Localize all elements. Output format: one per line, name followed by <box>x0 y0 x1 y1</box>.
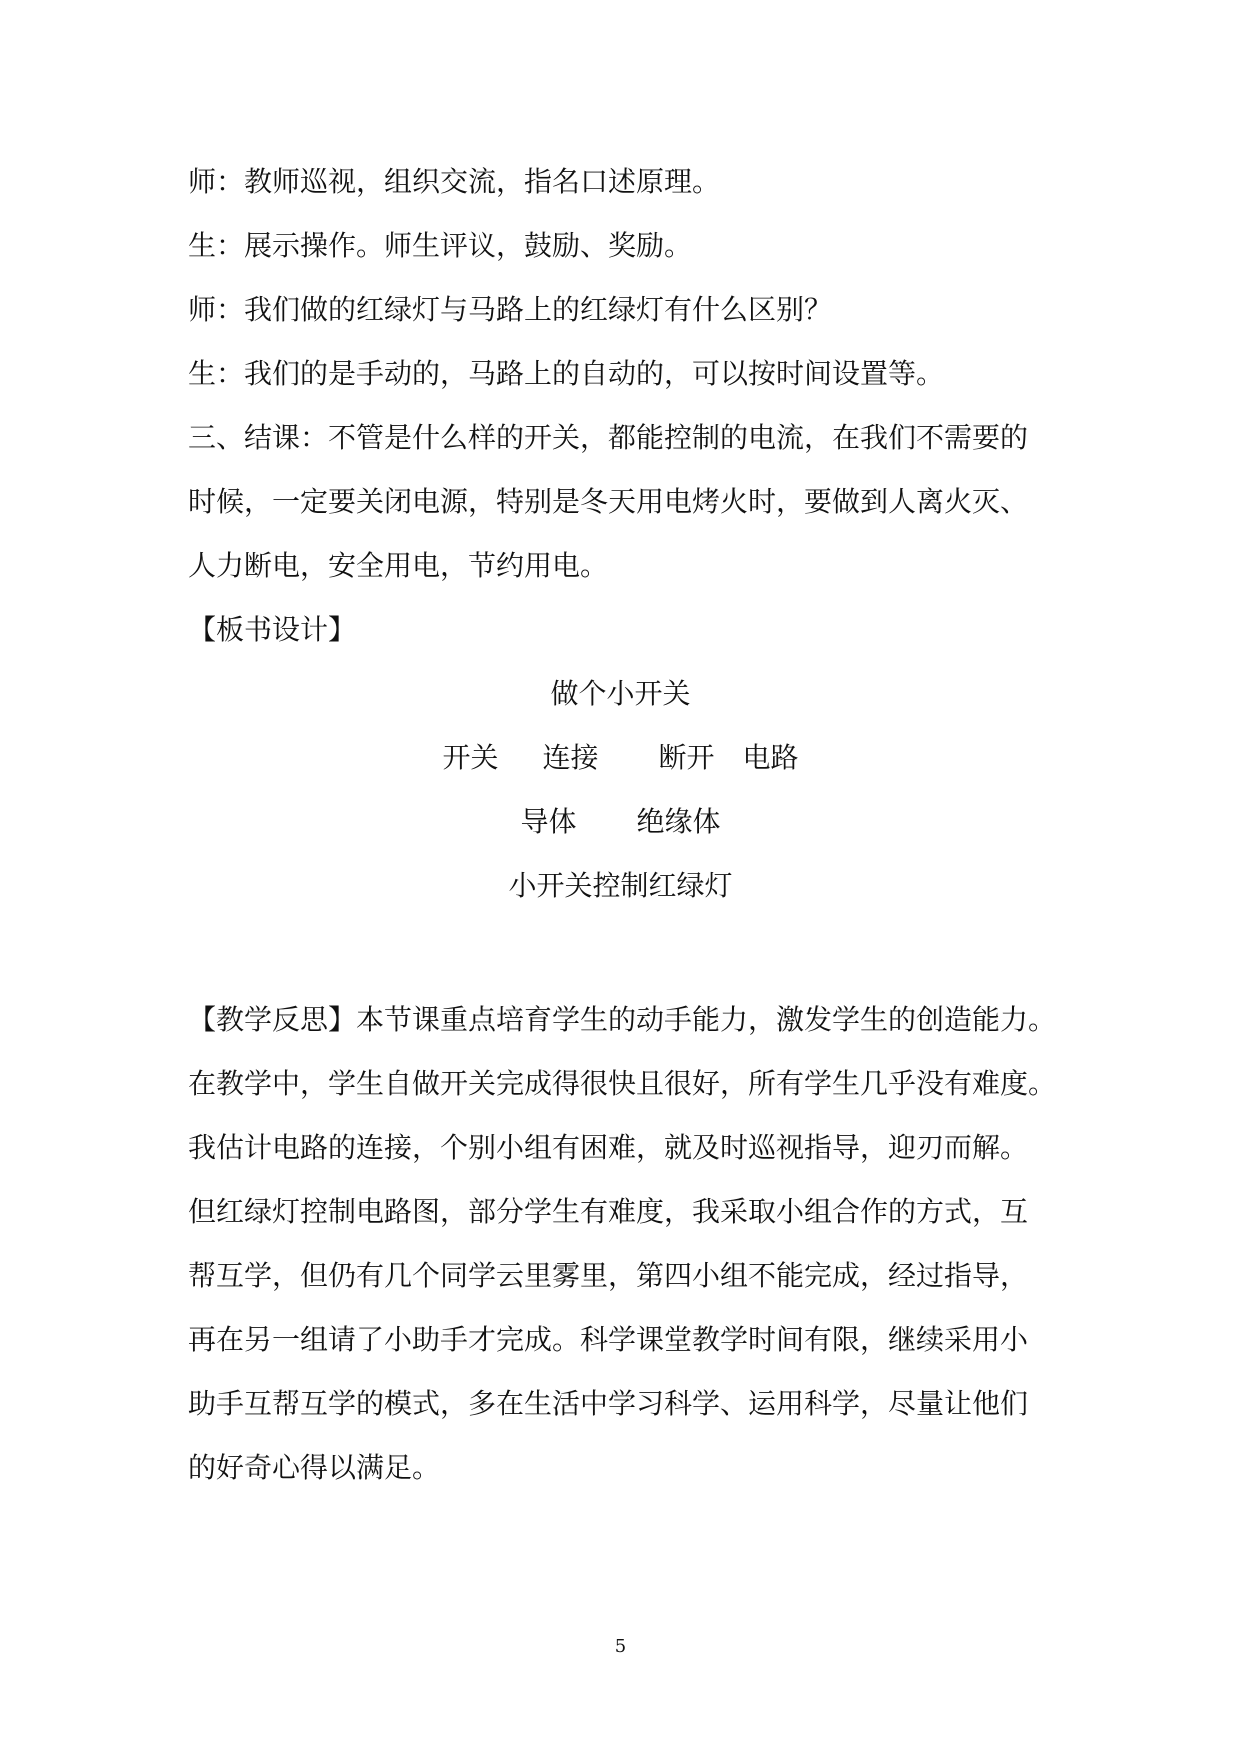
page-number: 5 <box>614 1636 627 1657</box>
board-item-disconnect: 断开 <box>658 741 715 774</box>
dialogue-line-2: 生：展示操作。师生评议，鼓励、奖励。 <box>188 229 693 262</box>
board-item-connect: 连接 <box>542 741 599 774</box>
reflection-line-1: 【教学反思】本节课重点培育学生的动手能力，激发学生的创造能力。 <box>188 1003 1057 1036</box>
reflection-line-8: 的好奇心得以满足。 <box>188 1451 441 1484</box>
board-row-4: 小开关控制红绿灯 <box>508 869 733 902</box>
reflection-line-6: 再在另一组请了小助手才完成。科学课堂教学时间有限，继续采用小 <box>188 1323 1029 1356</box>
reflection-line-5: 帮互学，但仍有几个同学云里雾里，第四小组不能完成，经过指导， <box>188 1259 1029 1292</box>
board-item-conductor: 导体 <box>520 805 577 838</box>
reflection-line-7: 助手互帮互学的模式，多在生活中学习科学、运用科学，尽量让他们 <box>188 1387 1029 1420</box>
dialogue-line-4: 生：我们的是手动的，马路上的自动的，可以按时间设置等。 <box>188 357 945 390</box>
conclusion-line-1: 三、结课：不管是什么样的开关，都能控制的电流，在我们不需要的 <box>188 421 1029 454</box>
board-item-insulator: 绝缘体 <box>636 805 721 838</box>
conclusion-line-2: 时候，一定要关闭电源，特别是冬天用电烤火时，要做到人离火灭、 <box>188 485 1029 518</box>
conclusion-line-3: 人力断电，安全用电，节约用电。 <box>188 549 609 582</box>
board-title: 做个小开关 <box>550 677 691 710</box>
board-row-3 <box>0 805 1241 839</box>
board-heading: 【板书设计】 <box>188 613 357 646</box>
dialogue-line-1: 师：教师巡视，组织交流，指名口述原理。 <box>188 165 721 198</box>
board-row-2 <box>0 741 1241 775</box>
reflection-line-4: 但红绿灯控制电路图，部分学生有难度，我采取小组合作的方式，互 <box>188 1195 1029 1228</box>
board-item-circuit: 电路 <box>742 741 799 774</box>
reflection-line-2: 在教学中，学生自做开关完成得很快且很好，所有学生几乎没有难度。 <box>188 1067 1057 1100</box>
reflection-line-3: 我估计电路的连接，个别小组有困难，就及时巡视指导，迎刃而解。 <box>188 1131 1029 1164</box>
board-item-switch: 开关 <box>442 741 499 774</box>
dialogue-line-3: 师：我们做的红绿灯与马路上的红绿灯有什么区别？ <box>188 293 833 326</box>
